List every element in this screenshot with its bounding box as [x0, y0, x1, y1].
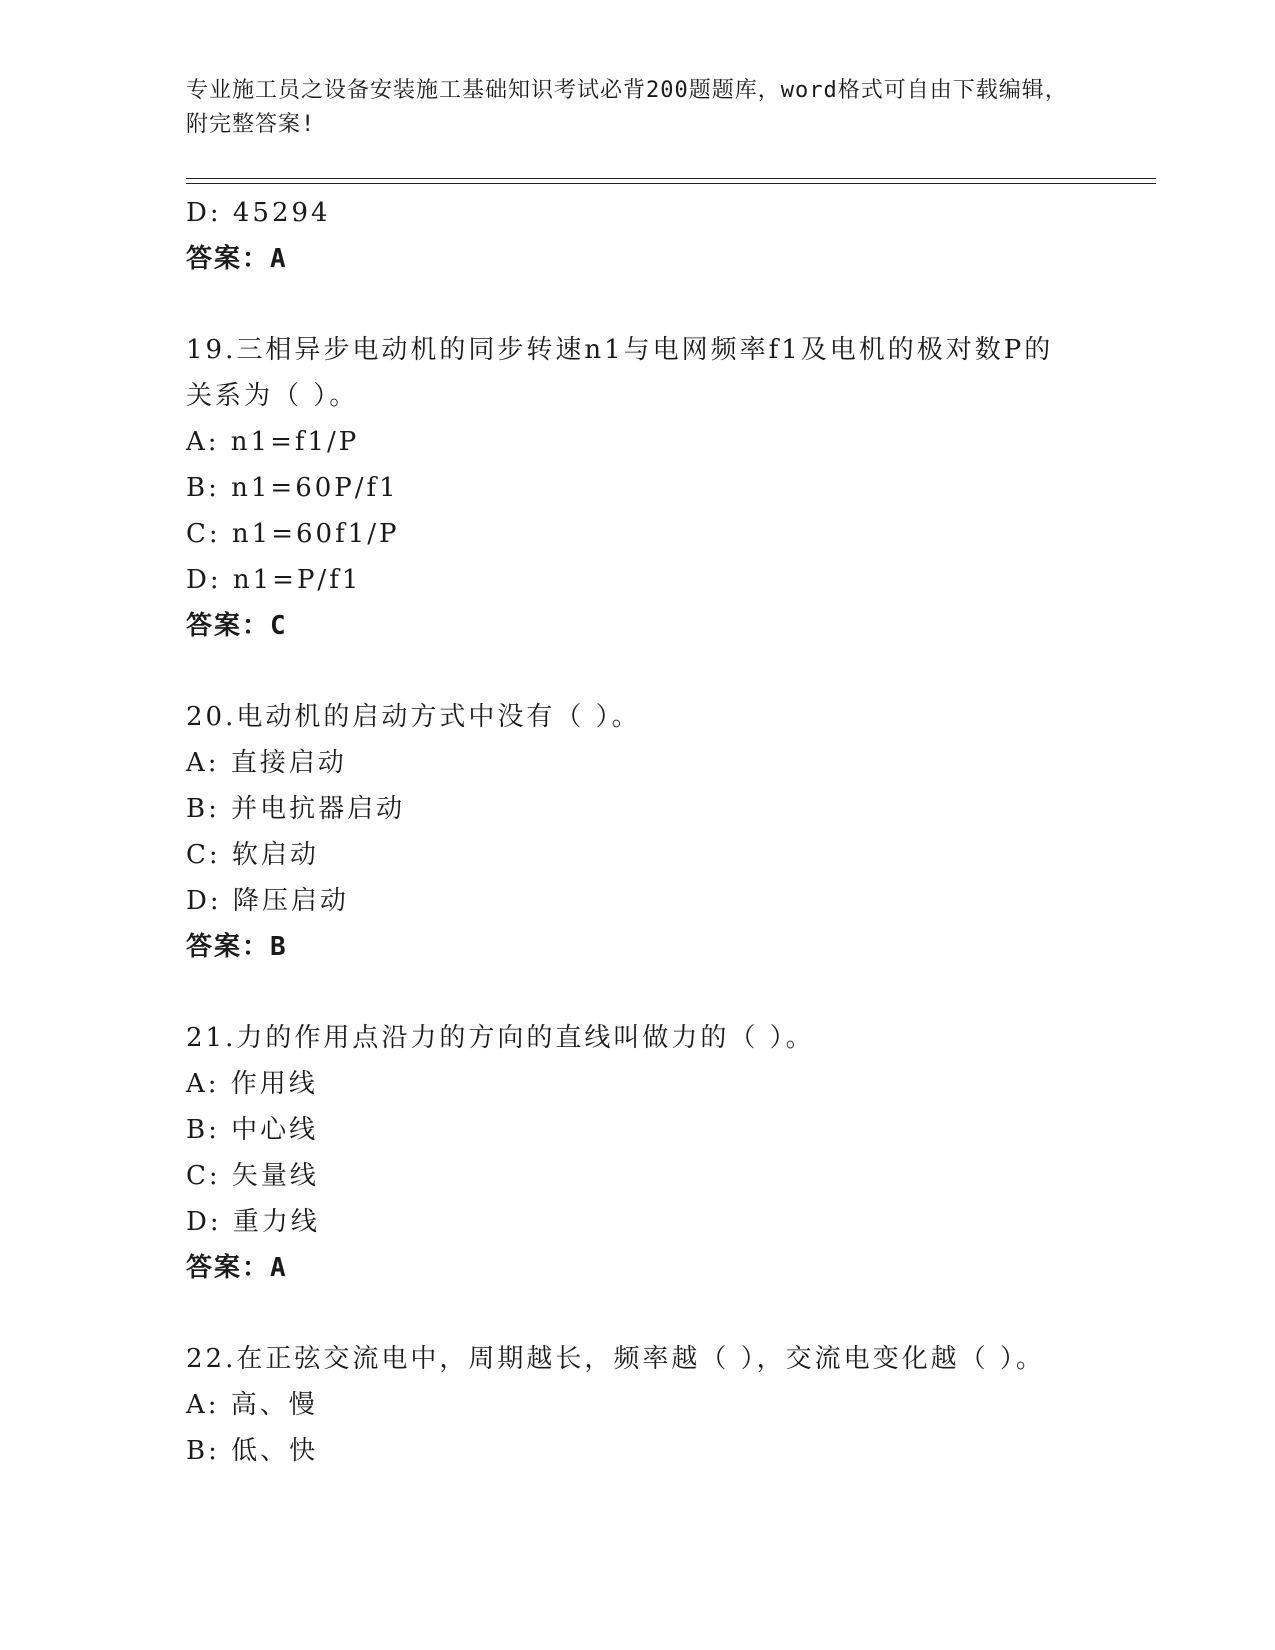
option-b: B: 低、快 — [186, 1436, 319, 1466]
spacer — [186, 649, 1156, 694]
option-b: B: 并电抗器启动 — [186, 794, 406, 824]
spacer — [186, 282, 1156, 327]
question-answer: 答案：B — [186, 932, 288, 962]
option-c: C: 软启动 — [186, 840, 319, 870]
option-b: B: 中心线 — [186, 1115, 319, 1145]
question-22 — [186, 1336, 1156, 1474]
question-19 — [186, 327, 1156, 649]
prev-answer: 答案：A — [186, 244, 288, 274]
option-d: D: 降压启动 — [186, 886, 349, 916]
question-stem: 20.电动机的启动方式中没有（ ）。 — [186, 702, 641, 732]
question-stem: 21.力的作用点沿力的方向的直线叫做力的（ ）。 — [186, 1023, 815, 1053]
option-b: B: n1=60P/f1 — [186, 473, 399, 503]
question-21 — [186, 1015, 1156, 1291]
page-header-title: 专业施工员之设备安装施工基础知识考试必背200题题库，word格式可自由下载编辑，附完整答案! — [186, 78, 1068, 137]
spacer — [186, 1291, 1156, 1336]
option-c: C: 矢量线 — [186, 1161, 319, 1191]
question-stem-cont: 关系为（ ）。 — [186, 381, 359, 411]
option-a: A: 直接启动 — [186, 748, 347, 778]
prev-option-d: D: 45294 — [186, 198, 331, 228]
document-page — [186, 0, 1156, 1650]
spacer — [186, 970, 1156, 1015]
header-divider-top — [186, 178, 1156, 179]
option-d: D: n1=P/f1 — [186, 565, 362, 595]
option-a: A: 高、慢 — [186, 1390, 318, 1420]
option-d: D: 重力线 — [186, 1207, 320, 1237]
option-a: A: n1=f1/P — [186, 427, 360, 457]
question-answer: 答案：A — [186, 1253, 288, 1283]
question-answer: 答案：C — [186, 611, 288, 641]
question-stem: 22.在正弦交流电中，周期越长，频率越（ ），交流电变化越（ ）。 — [186, 1344, 1045, 1374]
question-list — [186, 190, 1156, 1474]
option-c: C: n1=60f1/P — [186, 519, 400, 549]
question-stem: 19.三相异步电动机的同步转速n1与电网频率f1及电机的极对数P的 — [186, 335, 1054, 365]
option-a: A: 作用线 — [186, 1069, 318, 1099]
question-20 — [186, 694, 1156, 970]
header-divider-bottom — [186, 183, 1156, 184]
